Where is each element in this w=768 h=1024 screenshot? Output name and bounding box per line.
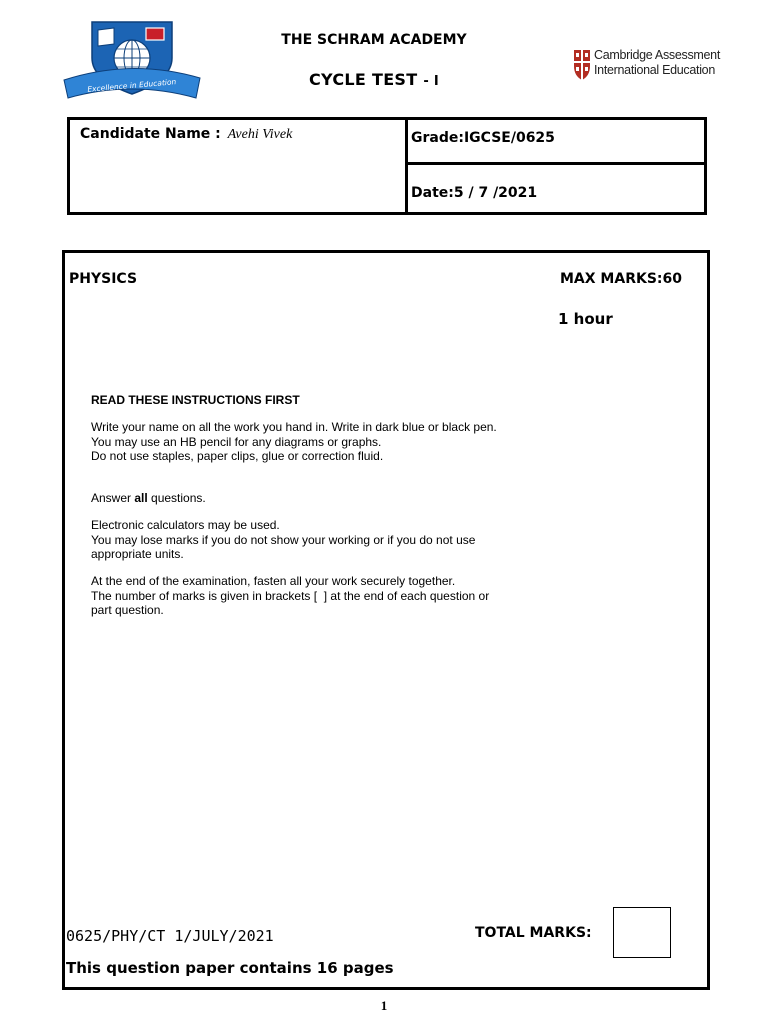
total-marks-box bbox=[613, 907, 671, 958]
test-title bbox=[250, 70, 498, 89]
instructions-heading: READ THESE INSTRUCTIONS FIRST bbox=[91, 393, 300, 407]
instruction-line: The number of marks is given in brackets [ ] at the end of each question or bbox=[91, 588, 490, 603]
instruction-line: part question. bbox=[91, 603, 164, 617]
candidate-name-label: Candidate Name : bbox=[80, 126, 221, 142]
grade-text: Grade:IGCSE/0625 bbox=[411, 130, 555, 146]
instructions-block-1 bbox=[91, 420, 531, 464]
instruction-line: Write your name on all the work you hand in. Write in dark blue or black pen. bbox=[91, 420, 497, 434]
page-number: 1 bbox=[380, 998, 388, 1013]
candidate-name-value: Avehi Vivek bbox=[227, 127, 293, 142]
school-logo bbox=[62, 18, 202, 102]
answer-bold: all bbox=[134, 491, 148, 505]
cambridge-line2: International Education bbox=[594, 63, 715, 77]
duration: 1 hour bbox=[558, 310, 613, 328]
total-marks-label: TOTAL MARKS: bbox=[475, 925, 592, 941]
answer-suffix: questions. bbox=[147, 491, 206, 505]
date-text: Date:5 / 7 /2021 bbox=[411, 185, 538, 201]
instruction-line: You may use an HB pencil for any diagrams or graphs. bbox=[91, 434, 382, 449]
paper-code: 0625/PHY/CT 1/JULY/2021 bbox=[66, 927, 274, 945]
pages-note: This question paper contains 16 pages bbox=[66, 959, 394, 977]
cambridge-logo bbox=[572, 48, 721, 84]
instruction-line: You may lose marks if you do not show your working or if you do not use bbox=[91, 532, 476, 547]
instruction-line: Do not use staples, paper clips, glue or correction fluid. bbox=[91, 449, 384, 463]
cambridge-shield-icon bbox=[572, 48, 592, 82]
test-title-text: CYCLE TEST bbox=[308, 70, 418, 89]
candidate-box-divider bbox=[405, 117, 408, 215]
cambridge-line1: Cambridge Assessment bbox=[594, 48, 721, 62]
candidate-name-field bbox=[80, 126, 292, 143]
cambridge-wordmark bbox=[594, 48, 720, 78]
instruction-line: Electronic calculators may be used. bbox=[91, 518, 280, 532]
answer-prefix: Answer bbox=[91, 491, 135, 505]
test-title-suffix: - I bbox=[423, 74, 440, 89]
school-motto: Excellence in Education bbox=[86, 77, 177, 94]
paper-cover-box bbox=[62, 250, 710, 990]
instructions-block-4 bbox=[91, 574, 531, 618]
candidate-box-divider-h bbox=[405, 162, 707, 165]
instruction-line: appropriate units. bbox=[91, 547, 184, 561]
subject-title: PHYSICS bbox=[69, 271, 138, 287]
school-name: THE SCHRAM ACADEMY bbox=[281, 32, 467, 48]
instruction-line: At the end of the examination, fasten all your work securely together. bbox=[91, 574, 456, 588]
instructions-block-3 bbox=[91, 518, 531, 562]
max-marks: MAX MARKS:60 bbox=[560, 271, 682, 287]
instructions-answer bbox=[91, 491, 531, 506]
